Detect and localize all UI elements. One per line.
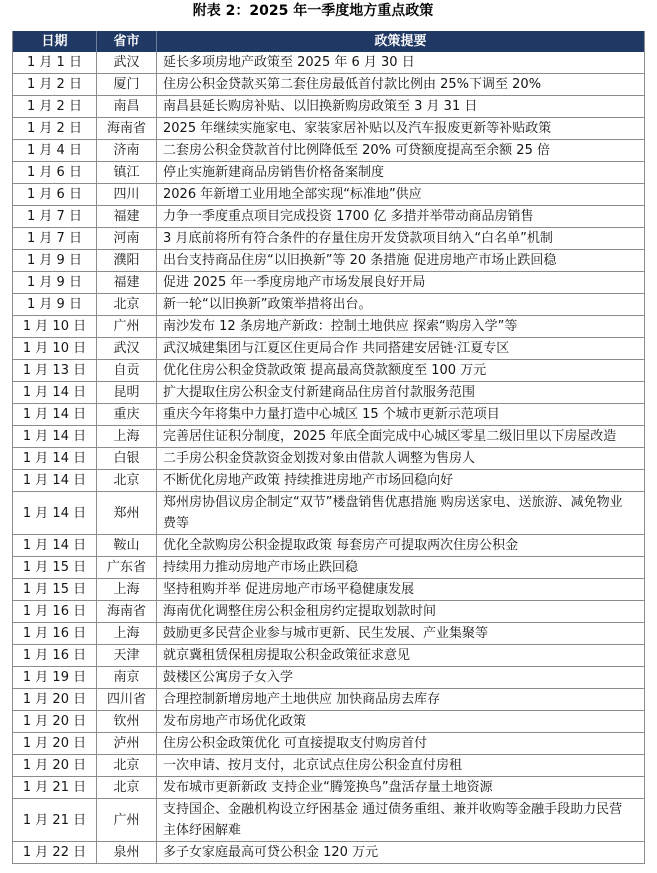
table-row bbox=[13, 711, 644, 733]
policy-cell: 发布城市更新新政 支持企业“腾笼换鸟”盘活存量土地资源 bbox=[163, 780, 493, 795]
table-row bbox=[13, 272, 644, 294]
table-row bbox=[13, 448, 644, 470]
table-row bbox=[13, 404, 644, 426]
document-title: 附表 2：2025 年一季度地方重点政策 bbox=[192, 3, 434, 19]
region-cell: 武汉 bbox=[97, 338, 157, 359]
region-cell: 广州 bbox=[97, 316, 157, 337]
region-cell: 武汉 bbox=[97, 52, 157, 73]
header-policy: 政策提要 bbox=[374, 34, 427, 49]
table-row bbox=[13, 842, 644, 864]
policy-cell: 合理控制新增房地产土地供应 加快商品房去库存 bbox=[163, 692, 441, 707]
policy-cell: 3 月底前将所有符合条件的存量住房开发贷款项目纳入“白名单”机制 bbox=[163, 231, 553, 246]
date-cell: 1 月 20 日 bbox=[13, 733, 97, 754]
policy-cell: 二手房公积金贷款资金划拨对象由借款人调整为售房人 bbox=[163, 451, 476, 466]
policy-cell: 住房公积金政策优化 可直接提取支付购房首付 bbox=[163, 736, 428, 751]
date-cell: 1 月 1 日 bbox=[13, 52, 97, 73]
region-cell: 北京 bbox=[97, 755, 157, 776]
policy-cell: 出台支持商品住房“以旧换新”等 20 条措施 促进房地产市场止跌回稳 bbox=[163, 253, 557, 268]
date-cell: 1 月 22 日 bbox=[13, 842, 97, 863]
region-cell: 鞍山 bbox=[97, 535, 157, 556]
date-cell: 1 月 6 日 bbox=[13, 184, 97, 205]
region-cell: 上海 bbox=[97, 579, 157, 600]
table-row bbox=[13, 74, 644, 96]
date-cell: 1 月 14 日 bbox=[13, 404, 97, 425]
date-cell: 1 月 20 日 bbox=[13, 689, 97, 710]
region-cell: 北京 bbox=[97, 294, 157, 315]
policy-cell: 住房公积金贷款买第二套住房最低首付款比例由 25%下调至 20% bbox=[163, 77, 542, 92]
table-body bbox=[13, 52, 644, 864]
header-region: 省市 bbox=[97, 31, 157, 52]
policy-cell: 发布房地产市场优化政策 bbox=[163, 714, 307, 729]
date-cell: 1 月 14 日 bbox=[13, 535, 97, 556]
policy-cell: 坚持租购并举 促进房地产市场平稳健康发展 bbox=[163, 582, 415, 597]
date-cell: 1 月 21 日 bbox=[13, 799, 97, 841]
policy-cell: 重庆今年将集中力量打造中心城区 15 个城市更新示范项目 bbox=[163, 407, 500, 422]
date-cell: 1 月 9 日 bbox=[13, 250, 97, 271]
policy-cell: 南昌县延长购房补贴、以旧换新购房政策至 3 月 31 日 bbox=[163, 99, 478, 114]
date-cell: 1 月 14 日 bbox=[13, 382, 97, 403]
region-cell: 海南省 bbox=[97, 118, 157, 139]
region-cell: 海南省 bbox=[97, 601, 157, 622]
date-cell: 1 月 19 日 bbox=[13, 667, 97, 688]
region-cell: 白银 bbox=[97, 448, 157, 469]
table-row bbox=[13, 250, 644, 272]
region-cell: 镇江 bbox=[97, 162, 157, 183]
table-header-row bbox=[13, 31, 644, 52]
table-row bbox=[13, 601, 644, 623]
region-cell: 北京 bbox=[97, 470, 157, 491]
region-cell: 上海 bbox=[97, 623, 157, 644]
policy-cell: 不断优化房地产政策 持续推进房地产市场回稳向好 bbox=[163, 473, 454, 488]
region-cell: 重庆 bbox=[97, 404, 157, 425]
date-cell: 1 月 10 日 bbox=[13, 316, 97, 337]
date-cell: 1 月 21 日 bbox=[13, 777, 97, 798]
date-cell: 1 月 9 日 bbox=[13, 272, 97, 293]
date-cell: 1 月 14 日 bbox=[13, 448, 97, 469]
date-cell: 1 月 9 日 bbox=[13, 294, 97, 315]
date-cell: 1 月 10 日 bbox=[13, 338, 97, 359]
region-cell: 自贡 bbox=[97, 360, 157, 381]
table-row bbox=[13, 96, 644, 118]
region-cell: 上海 bbox=[97, 426, 157, 447]
region-cell: 泉州 bbox=[97, 842, 157, 863]
date-cell: 1 月 16 日 bbox=[13, 601, 97, 622]
region-cell: 南昌 bbox=[97, 96, 157, 117]
region-cell: 厦门 bbox=[97, 74, 157, 95]
policy-cell: 2026 年新增工业用地全部实现“标准地”供应 bbox=[163, 187, 422, 202]
date-cell: 1 月 14 日 bbox=[13, 470, 97, 491]
region-cell: 北京 bbox=[97, 777, 157, 798]
table-row bbox=[13, 294, 644, 316]
table-row bbox=[13, 557, 644, 579]
table-row bbox=[13, 777, 644, 799]
date-cell: 1 月 6 日 bbox=[13, 162, 97, 183]
table-row bbox=[13, 118, 644, 140]
table-row bbox=[13, 645, 644, 667]
date-cell: 1 月 2 日 bbox=[13, 74, 97, 95]
policy-cell: 新一轮“以旧换新”政策举措将出台。 bbox=[163, 297, 372, 312]
table-row bbox=[13, 689, 644, 711]
policy-cell: 郑州房协倡议房企制定“双节”楼盘销售优惠措施 购房送家电、送旅游、减免物业费等 bbox=[163, 495, 623, 531]
region-cell: 四川 bbox=[97, 184, 157, 205]
table-row bbox=[13, 492, 644, 535]
table-row bbox=[13, 228, 644, 250]
date-cell: 1 月 14 日 bbox=[13, 492, 97, 534]
table-row bbox=[13, 426, 644, 448]
region-cell: 福建 bbox=[97, 272, 157, 293]
region-cell: 泸州 bbox=[97, 733, 157, 754]
policy-cell: 促进 2025 年一季度房地产市场发展良好开局 bbox=[163, 275, 426, 290]
date-cell: 1 月 20 日 bbox=[13, 711, 97, 732]
date-cell: 1 月 16 日 bbox=[13, 623, 97, 644]
table-row bbox=[13, 799, 644, 842]
policy-cell: 鼓励更多民营企业参与城市更新、民生发展、产业集聚等 bbox=[163, 626, 489, 641]
table-row bbox=[13, 316, 644, 338]
policy-cell: 一次申请、按月支付，北京试点住房公积金直付房租 bbox=[163, 758, 463, 773]
policy-cell: 持续用力推动房地产市场止跌回稳 bbox=[163, 560, 359, 575]
table-row bbox=[13, 162, 644, 184]
table-row bbox=[13, 623, 644, 645]
date-cell: 1 月 14 日 bbox=[13, 426, 97, 447]
date-cell: 1 月 15 日 bbox=[13, 579, 97, 600]
region-cell: 昆明 bbox=[97, 382, 157, 403]
date-cell: 1 月 2 日 bbox=[13, 118, 97, 139]
header-date: 日期 bbox=[13, 31, 97, 52]
table-row bbox=[13, 733, 644, 755]
table-row bbox=[13, 579, 644, 601]
policy-cell: 优化住房公积金贷款政策 提高最高贷款额度至 100 万元 bbox=[163, 363, 487, 378]
date-cell: 1 月 20 日 bbox=[13, 755, 97, 776]
policy-cell: 多子女家庭最高可贷公积金 120 万元 bbox=[163, 845, 379, 860]
table-row bbox=[13, 52, 644, 74]
table-row bbox=[13, 667, 644, 689]
policy-cell: 就京冀租赁保租房提取公积金政策征求意见 bbox=[163, 648, 411, 663]
policy-cell: 二套房公积金贷款首付比例降低至 20% 可贷额度提高至余额 25 倍 bbox=[163, 143, 550, 158]
policy-cell: 停止实施新建商品房销售价格备案制度 bbox=[163, 165, 385, 180]
date-cell: 1 月 15 日 bbox=[13, 557, 97, 578]
region-cell: 福建 bbox=[97, 206, 157, 227]
policy-cell: 完善居住证积分制度，2025 年底全面完成中心城区零星二级旧里以下房屋改造 bbox=[163, 429, 617, 444]
policy-cell: 扩大提取住房公积金支付新建商品住房首付款服务范围 bbox=[163, 385, 476, 400]
table-row bbox=[13, 382, 644, 404]
region-cell: 广州 bbox=[97, 799, 157, 841]
region-cell: 天津 bbox=[97, 645, 157, 666]
region-cell: 济南 bbox=[97, 140, 157, 161]
policy-cell: 南沙发布 12 条房地产新政：控制土地供应 探索“购房入学”等 bbox=[163, 319, 518, 334]
table-row bbox=[13, 535, 644, 557]
policy-table bbox=[12, 31, 645, 864]
policy-cell: 鼓楼区公寓房子女入学 bbox=[163, 670, 294, 685]
region-cell: 河南 bbox=[97, 228, 157, 249]
table-row bbox=[13, 140, 644, 162]
region-cell: 广东省 bbox=[97, 557, 157, 578]
date-cell: 1 月 2 日 bbox=[13, 96, 97, 117]
region-cell: 濮阳 bbox=[97, 250, 157, 271]
policy-cell: 武汉城建集团与江夏区住更局合作 共同搭建安居链·江夏专区 bbox=[163, 341, 510, 356]
policy-cell: 延长多项房地产政策至 2025 年 6 月 30 日 bbox=[163, 55, 415, 70]
date-cell: 1 月 4 日 bbox=[13, 140, 97, 161]
policy-cell: 海南优化调整住房公积金租房约定提取划款时间 bbox=[163, 604, 437, 619]
table-row bbox=[13, 206, 644, 228]
policy-cell: 2025 年继续实施家电、家装家居补贴以及汽车报废更新等补贴政策 bbox=[163, 121, 552, 136]
table-row bbox=[13, 470, 644, 492]
date-cell: 1 月 16 日 bbox=[13, 645, 97, 666]
policy-cell: 优化全款购房公积金提取政策 每套房产可提取两次住房公积金 bbox=[163, 538, 519, 553]
date-cell: 1 月 7 日 bbox=[13, 228, 97, 249]
table-row bbox=[13, 184, 644, 206]
date-cell: 1 月 7 日 bbox=[13, 206, 97, 227]
region-cell: 钦州 bbox=[97, 711, 157, 732]
table-row bbox=[13, 755, 644, 777]
date-cell: 1 月 13 日 bbox=[13, 360, 97, 381]
policy-cell: 支持国企、金融机构设立纾困基金 通过债务重组、兼并收购等金融手段助力民营主体纾困解难 bbox=[163, 802, 623, 838]
region-cell: 郑州 bbox=[97, 492, 157, 534]
region-cell: 南京 bbox=[97, 667, 157, 688]
policy-cell: 力争一季度重点项目完成投资 1700 亿 多措并举带动商品房销售 bbox=[163, 209, 534, 224]
region-cell: 四川省 bbox=[97, 689, 157, 710]
table-row bbox=[13, 360, 644, 382]
table-row bbox=[13, 338, 644, 360]
